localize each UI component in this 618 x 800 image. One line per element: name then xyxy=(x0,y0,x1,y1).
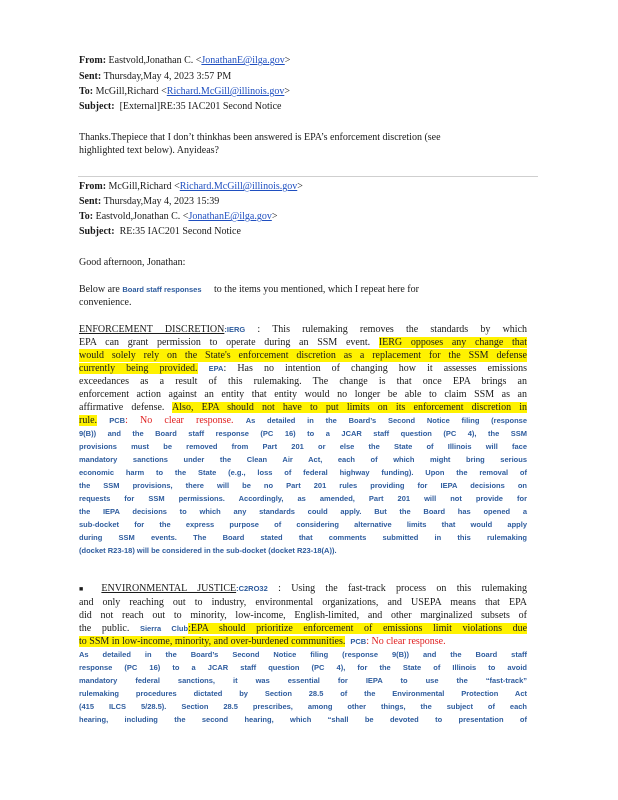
email1-to-line xyxy=(79,84,290,99)
to-end: > xyxy=(271,211,278,222)
from-label: From: xyxy=(79,55,107,66)
from-name: McGill,Richard < xyxy=(108,181,180,192)
env-heading: ENVIRONMENTAL JUSTICE xyxy=(101,583,237,594)
env-resp-6: hearing, including the second hearing, which “shall be devoted to presentation of xyxy=(79,715,527,724)
enf-line-6: enforcement action against an entity that entity would no longer be able to claim SSM as an xyxy=(79,389,527,400)
env-l5b: PCB xyxy=(350,637,367,646)
enf-tag: :IERG xyxy=(224,325,246,334)
body-line-1: Thanks.Thepiece that I don’t thinkhas been answered is EPA’s enforcement discretion (see xyxy=(79,132,441,143)
email1-body xyxy=(79,131,527,157)
sent-label: Sent: xyxy=(79,196,102,207)
enf-l7b: Also, EPA should not have to put limits on its enforcement discretion in xyxy=(172,402,528,413)
sent-value: Thursday,May 4, 2023 15:39 xyxy=(103,196,220,207)
intro-d: convenience. xyxy=(79,297,132,308)
enf-l2b: IERG opposes any change that xyxy=(378,337,527,348)
env-line-1 xyxy=(79,582,527,596)
subject-label: Subject: xyxy=(79,101,115,112)
env-line-5 xyxy=(79,635,527,648)
env-resp-4: rulemaking procedures dictated by Section 28.5 of the Environmental Protection Act xyxy=(79,689,527,698)
env-resp-2: response (PC 16) to a JCAR staff question (PC 4), for the State of Illinois to avoid xyxy=(79,663,527,672)
enf-l4c: : Has no intention of changing how it assesses emissions xyxy=(223,363,528,374)
env-l1: : Using the fast-track process on this rulemaking xyxy=(278,583,528,594)
email1-from-line xyxy=(79,53,290,68)
enf-resp-9: during SSM events. The Board stated that comments submitted in this rulemaking xyxy=(79,533,527,542)
enf-l8b: PCB xyxy=(109,416,126,425)
sent-label: Sent: xyxy=(79,71,102,82)
enf-l1: : This rulemaking removes the standards by which xyxy=(257,324,528,335)
enf-l8a: rule. xyxy=(79,415,98,426)
env-l5: to SSM in low-income, minority, and over-burdened communities. xyxy=(79,636,346,647)
enf-l4a: currently being provided. xyxy=(79,363,198,374)
env-line-4 xyxy=(79,622,527,635)
env-resp-5: (415 ILCS 5/28.5). Section 28.5 prescribes, among other things, the subject of each xyxy=(79,702,527,711)
enf-line-4 xyxy=(79,362,527,375)
env-justice-section xyxy=(79,582,527,726)
to-end: > xyxy=(284,86,290,97)
env-line-3: did not reach out to minority, low-income, English-limited, and other marginalized subsets of xyxy=(79,610,527,621)
enf-l4b: EPA xyxy=(208,364,224,373)
divider xyxy=(78,176,538,177)
enf-line-7 xyxy=(79,401,527,414)
enf-resp-5: the SSM provisions, there will be no Part 201 rules providing for IEPA decisions on xyxy=(79,481,527,490)
env-l4c: :EPA should prioritize enforcement of emissions limit violations due xyxy=(188,623,528,634)
env-line-2: and only reaching out to industry, environmental organizations, and USEPA means that EPA xyxy=(79,597,527,608)
enf-resp-8: sub-docket for the express purpose of considering alternative limits that would apply xyxy=(79,520,527,529)
to-label: To: xyxy=(79,211,94,222)
env-l4b: Sierra Club xyxy=(139,624,189,633)
enf-l8c: : No clear response. xyxy=(125,415,234,426)
email2-sent-line xyxy=(79,194,219,209)
subject-value: RE:35 IAC201 Second Notice xyxy=(119,226,241,237)
to-name: Eastvold,Jonathan C. < xyxy=(95,211,189,222)
enf-line-5: exceedances as a result of this rulemaking. The change is that once EPA brings an xyxy=(79,376,527,387)
enf-l2a: EPA can grant permission to operate during an SSM event. xyxy=(79,337,371,348)
greeting: Good afternoon, Jonathan: xyxy=(79,257,186,268)
env-l5c: : No clear response. xyxy=(366,636,446,647)
intro-paragraph xyxy=(79,283,527,309)
enf-resp-4: economic harm to the State (e.g., loss of federal highway funding). Upon the removal of xyxy=(79,468,527,477)
enf-l8d: As detailed in the Board’s Second Notice filing (response xyxy=(245,416,528,425)
email2-subject-line xyxy=(79,224,241,239)
bullet-icon: ■ xyxy=(79,585,92,593)
sent-value: Thursday,May 4, 2023 3:57 PM xyxy=(103,71,232,82)
from-name: Eastvold,Jonathan C. < xyxy=(108,55,202,66)
email2-to-line xyxy=(79,209,277,224)
enf-line-3: would solely rely on the State's enforcement discretion as a replacement for the SSM defense xyxy=(79,350,527,361)
enf-resp-6: requests for SSM permissions. Accordingly, as amended, Part 201 will not provide for xyxy=(79,494,527,503)
intro-a: Below are xyxy=(79,284,120,295)
enf-resp-7: the IEPA decisions to which any standards could apply. But the Board has opened a xyxy=(79,507,527,516)
enf-line-1 xyxy=(79,323,527,336)
to-email-link[interactable]: JonathanE@ilga.gov xyxy=(188,211,272,222)
enf-resp-1: 9(B)) and the Board staff response (PC 16) to a JCAR staff question (PC 4), the SSM xyxy=(79,429,527,438)
from-label: From: xyxy=(79,181,107,192)
email2-from-line xyxy=(79,179,303,194)
enf-resp-10: (docket R23-18) will be considered in the sub-docket (docket R23-18(A)). xyxy=(79,546,337,555)
from-email-link[interactable]: JonathanE@ilga.gov xyxy=(201,55,285,66)
enf-l7a: affirmative defense. xyxy=(79,402,165,413)
enf-heading: ENFORCEMENT DISCRETION xyxy=(79,324,225,335)
env-resp-1: As detailed in the Board’s Second Notice filing (response 9(B)) and the Board staff xyxy=(79,650,527,659)
from-end: > xyxy=(284,55,291,66)
env-tag: :C2RO32 xyxy=(236,584,268,593)
from-email-link[interactable]: Richard.McGill@illinois.gov xyxy=(179,181,298,192)
to-name: McGill,Richard < xyxy=(95,86,167,97)
email1-sent-line xyxy=(79,69,231,84)
enf-resp-2: provisions must be removed from Part 201 or else the State of Illinois will face xyxy=(79,442,527,451)
email1-subject-line xyxy=(79,99,281,114)
env-resp-3: mandatory federal sanctions, it was essential for IEPA to use the “fast-track” xyxy=(79,676,527,685)
subject-value: [External]RE:35 IAC201 Second Notice xyxy=(119,101,282,112)
enf-line-8 xyxy=(79,414,527,427)
enf-resp-3: mandatory sanctions under the Clean Air Act, each of which might bring serious xyxy=(79,455,527,464)
enforcement-section xyxy=(79,323,527,557)
from-end: > xyxy=(297,181,303,192)
body-line-2: highlighted text below). Anyideas? xyxy=(79,145,219,156)
subject-label: Subject: xyxy=(79,226,115,237)
intro-staff-responses: Board staff responses xyxy=(122,285,202,294)
to-email-link[interactable]: Richard.McGill@illinois.gov xyxy=(166,86,285,97)
env-l4a: the public. xyxy=(79,623,130,634)
enf-line-2 xyxy=(79,336,527,349)
intro-c: to the items you mentioned, which I repeat here for xyxy=(214,284,419,295)
to-label: To: xyxy=(79,86,94,97)
